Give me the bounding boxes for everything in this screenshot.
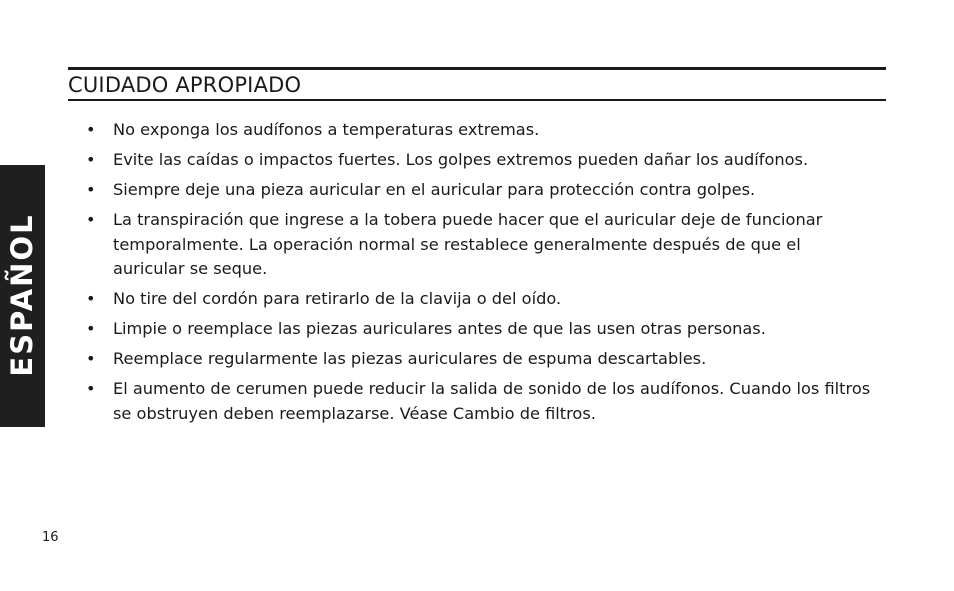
- bullet-icon: •: [86, 210, 96, 229]
- language-tab-label: ESPAÑOL: [5, 213, 39, 377]
- list-item-text: No tire del cordón para retirarlo de la clavija o del oído.: [113, 289, 562, 308]
- list-item-text: El aumento de cerumen puede reducir la salida de sonido de los audífonos. Cuando los filtros se obstruyen deben reemplazarse. Véase Cambio de filtros.: [113, 379, 871, 423]
- bullet-icon: •: [86, 349, 96, 368]
- list-item: [86, 347, 876, 372]
- list-item-text: Siempre deje una pieza auricular en el auricular para protección contra golpes.: [113, 180, 756, 199]
- bullet-icon: •: [86, 319, 96, 338]
- list-item-text: No exponga los audífonos a temperaturas extremas.: [113, 120, 540, 139]
- top-rule: [68, 67, 886, 70]
- list-item: [86, 317, 876, 342]
- bullet-icon: •: [86, 289, 96, 308]
- bullet-icon: •: [86, 120, 96, 139]
- list-item: [86, 377, 876, 426]
- list-item: [86, 148, 876, 173]
- list-item-text: Evite las caídas o impactos fuertes. Los golpes extremos pueden dañar los audífonos.: [113, 150, 809, 169]
- list-item-text: La transpiración que ingrese a la tobera puede hacer que el auricular deje de funcionar temporalmente. La operación normal se restablece generalmente después de que el auricular se seque.: [113, 210, 823, 278]
- list-item: [86, 118, 876, 143]
- section-title: CUIDADO APROPIADO: [68, 71, 886, 101]
- bullet-icon: •: [86, 379, 96, 398]
- list-item: [86, 208, 876, 282]
- list-item-text: Limpie o reemplace las piezas auriculares antes de que las usen otras personas.: [113, 319, 766, 338]
- page-number: 16: [42, 530, 59, 545]
- list-item: [86, 287, 876, 312]
- list-item: [86, 178, 876, 203]
- bullet-icon: •: [86, 180, 96, 199]
- care-instructions-list: [86, 118, 876, 432]
- list-item-text: Reemplace regularmente las piezas auriculares de espuma descartables.: [113, 349, 707, 368]
- bullet-icon: •: [86, 150, 96, 169]
